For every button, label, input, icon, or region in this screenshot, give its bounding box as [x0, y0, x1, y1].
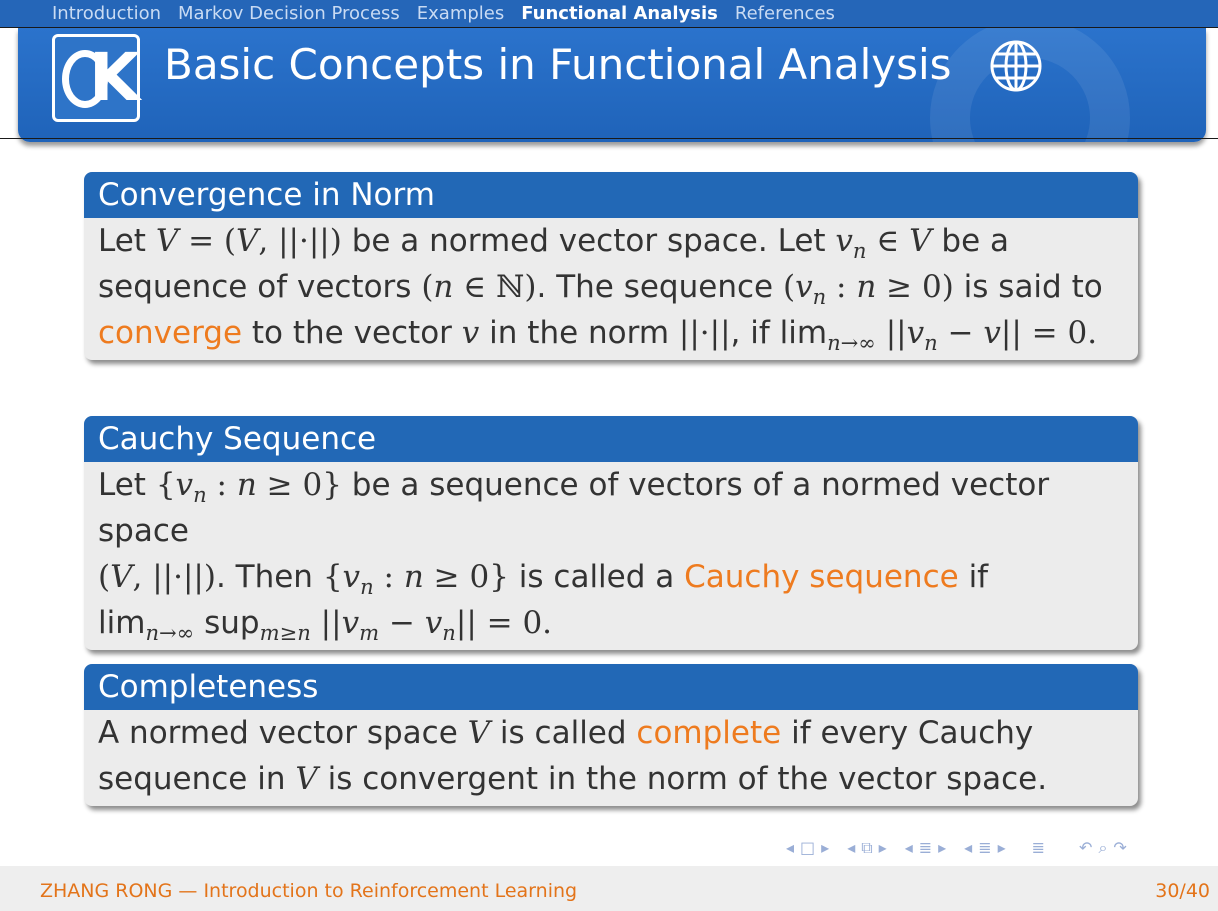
block-body: Let {$v_n$ : n ≥ 0} be a sequence of vectors of a normed vector space (V, ||·||). Then {$v_n$ : n ≥ 0} is called a Cauchy sequence if $\lim_{n\to\infty} sup_{m\ge n}$ $||v_m - v_n|| = 0$.: [98, 467, 1050, 646]
footer: [0, 866, 1218, 911]
block-body: A normed vector space V is called complete if every Cauchy sequence in V is convergent in the norm of the vector space.: [98, 715, 1048, 797]
next-frame-icon[interactable]: ▸: [878, 838, 887, 857]
prev-subsection-icon[interactable]: ◂: [904, 838, 913, 857]
nav-item-functional-analysis[interactable]: Functional Analysis: [521, 3, 718, 24]
nav-item-introduction[interactable]: Introduction: [52, 3, 162, 24]
beamer-navigation-symbols: [786, 838, 1127, 858]
block-title: Completeness: [84, 664, 1138, 710]
block-title: Convergence in Norm: [84, 172, 1138, 218]
footer-author-title: ZHANG RONG — Introduction to Reinforcement Learning: [40, 880, 578, 902]
redo-icon[interactable]: ↷: [1113, 838, 1127, 857]
globe-icon: [988, 38, 1044, 94]
frame-icon[interactable]: ⧉: [861, 838, 873, 857]
section-navigation: [0, 0, 1218, 28]
prev-section-icon[interactable]: ◂: [964, 838, 973, 857]
banner-divider: [0, 138, 1218, 139]
nav-item-references[interactable]: References: [734, 3, 835, 24]
title-banner: [18, 28, 1206, 142]
next-slide-icon[interactable]: ▸: [821, 838, 830, 857]
document-icon[interactable]: ≣: [1031, 838, 1046, 857]
term-complete: complete: [636, 715, 782, 751]
block-convergence-in-norm: [84, 172, 1138, 360]
next-subsection-icon[interactable]: ▸: [938, 838, 947, 857]
slide-icon[interactable]: □: [800, 838, 816, 857]
prev-slide-icon[interactable]: ◂: [786, 838, 795, 857]
next-section-icon[interactable]: ▸: [997, 838, 1006, 857]
search-icon[interactable]: ⌕: [1098, 838, 1108, 857]
block-completeness: [84, 664, 1138, 806]
block-title: Cauchy Sequence: [84, 416, 1138, 462]
term-converge: converge: [98, 315, 243, 351]
section-icon[interactable]: ≣: [978, 838, 992, 857]
block-body: Let V = (V, ||·||) be a normed vector space. Let $v_n$ ∈ V be a sequence of vectors (n ∈ ℕ). The sequence ($v_n$ : n ≥ 0) is said to converge to the vector v in the norm ||·||, if $\lim_{n\to\infty} ||v_n - v|| = 0$.: [98, 223, 1103, 356]
kde-logo-icon: K: [52, 34, 140, 122]
term-cauchy-sequence: Cauchy sequence: [684, 559, 959, 595]
nav-item-markov-decision-process[interactable]: Markov Decision Process: [178, 3, 400, 24]
block-cauchy-sequence: [84, 416, 1138, 650]
subsection-icon[interactable]: ≣: [918, 838, 933, 857]
prev-frame-icon[interactable]: ◂: [847, 838, 856, 857]
undo-icon[interactable]: ↶: [1079, 838, 1093, 857]
slide-title: Basic Concepts in Functional Analysis: [164, 40, 952, 89]
page-number: 30/40: [1155, 880, 1210, 902]
nav-item-examples[interactable]: Examples: [416, 3, 505, 24]
